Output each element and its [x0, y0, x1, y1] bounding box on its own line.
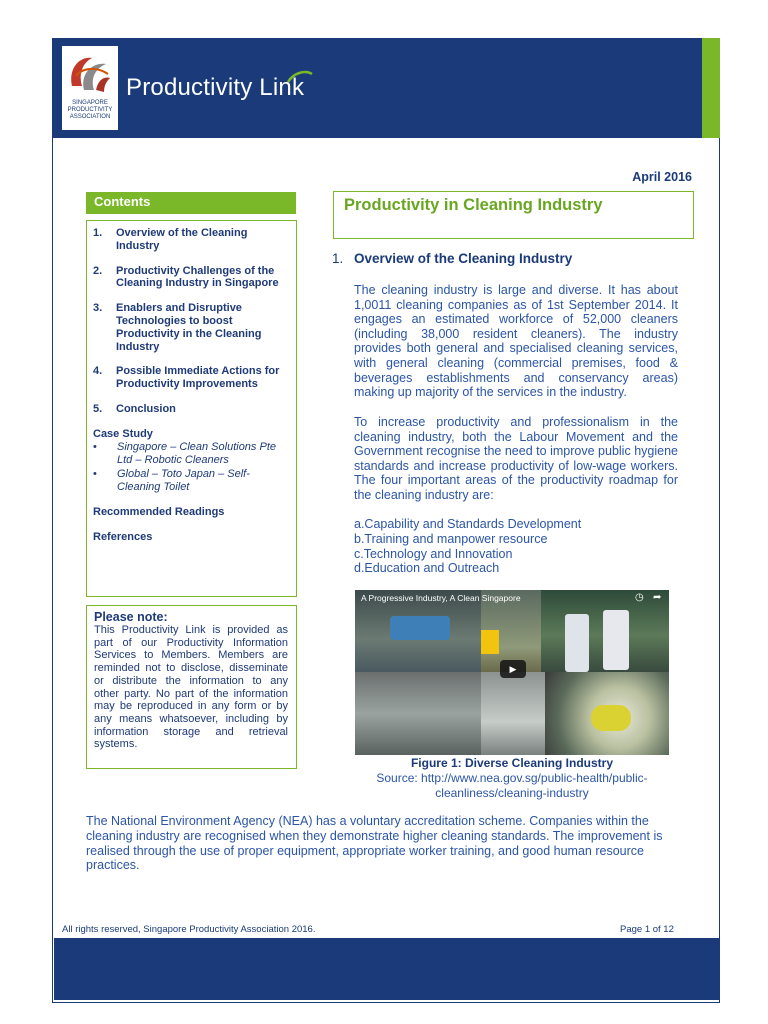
header-accent-bar	[702, 38, 720, 138]
video-frame-image	[481, 672, 545, 755]
paragraph: The cleaning industry is large and diverse. It has about 1,0011 cleaning companies as of 1st September 2014. It engages an estimated workforce of 52,000 cleaners (including 38,000 resident cleaners). The industry provides both general and specialised cleaning services, with general cleaning (commercial premises, food & beverages establishments and conservancy areas) making up majority of the services in the industry.	[354, 283, 678, 400]
toc-label: Overview of the Cleaning Industry	[116, 227, 248, 252]
video-scrubber-machine	[390, 616, 450, 640]
paragraph: To increase productivity and professionalism in the cleaning industry, both the Labour Movement and the Government recognise the need to improve public hygiene standards and increase productivity of low-wage workers. The four important areas of the productivity roadmap for the cleaning industry are:	[354, 415, 678, 502]
note-box	[86, 605, 297, 769]
video-person-shirt	[565, 614, 589, 672]
case-study-title: Case Study	[93, 427, 153, 440]
video-frame-image	[355, 672, 481, 755]
roadmap-list	[354, 517, 581, 576]
toc-label: Possible Immediate Actions for Productivity Improvements	[116, 365, 280, 391]
toc-item[interactable]	[93, 265, 288, 291]
video-person-shirt	[603, 610, 629, 670]
section-heading	[332, 251, 572, 266]
bullet-icon: •	[93, 468, 97, 481]
case-study-label: Global – Toto Japan – Self-Cleaning Toilet	[117, 468, 250, 494]
section-title: Overview of the Cleaning Industry	[354, 251, 573, 266]
case-study-label: Singapore – Clean Solutions Pte Ltd – Robotic Cleaners	[117, 440, 276, 466]
roadmap-item: a.Capability and Standards Development	[354, 517, 582, 531]
watch-later-icon[interactable]: ◷	[635, 592, 644, 603]
bullet-icon: •	[93, 440, 97, 453]
contents-box	[86, 220, 297, 597]
case-study-list	[93, 441, 288, 494]
section-number: 1.	[332, 251, 344, 266]
footer-band	[54, 938, 720, 1000]
footer-copyright: All rights reserved, Singapore Productivity Association 2016.	[62, 924, 316, 935]
toc-item[interactable]	[93, 302, 288, 353]
figure-source[interactable]: Source: http://www.nea.gov.sg/public-health/public-cleanliness/cleaning-industry	[376, 771, 648, 800]
brand-title: Productivity Link	[126, 74, 305, 101]
toc-number: 1.	[93, 227, 103, 239]
roadmap-item: b.Training and manpower resource	[354, 531, 548, 546]
figure-caption: Figure 1: Diverse Cleaning Industry	[410, 756, 614, 770]
footer-page-number: Page 1 of 12	[620, 924, 674, 935]
article-title-box	[333, 191, 694, 239]
video-wet-floor-sign	[481, 630, 499, 654]
note-body: This Productivity Link is provided as part of our Productivity Information Services to Members. Members are reminded not to disclose, disseminate or distribute the information to any other party. No part of the information may be reproduced in any form or by any means whatsoever, including by information storage and retrieval systems.	[94, 624, 288, 751]
case-study-item[interactable]	[93, 441, 288, 467]
roadmap-item: d.Education and Outreach	[354, 561, 500, 576]
toc-number: 5.	[93, 402, 103, 415]
case-study-item[interactable]	[93, 468, 288, 494]
play-button-icon[interactable]: ▶	[500, 660, 526, 678]
video-yellow-glove	[591, 705, 631, 731]
video-title: A Progressive Industry, A Clean Singapore	[361, 593, 521, 603]
toc-item[interactable]	[93, 403, 288, 416]
contents-header: Contents	[86, 192, 296, 214]
brand-arc-icon	[286, 68, 314, 84]
toc-references[interactable]: References	[93, 530, 153, 543]
toc-item[interactable]	[93, 365, 288, 391]
article-title: Productivity in Cleaning Industry	[344, 196, 603, 214]
toc-item[interactable]	[93, 227, 288, 253]
share-icon[interactable]: ➦	[653, 592, 662, 603]
note-title: Please note:	[94, 610, 168, 624]
toc-label: Productivity Challenges of the Cleaning Industry in Singapore	[116, 264, 279, 290]
roadmap-item: c.Technology and Innovation	[354, 546, 513, 561]
spa-logo-icon	[62, 46, 118, 102]
toc-number: 3.	[93, 302, 103, 315]
toc-label: Enablers and Disruptive Technologies to boost Productivity in the Cleaning Industry	[116, 302, 262, 353]
toc-number: 4.	[93, 365, 103, 378]
toc-label: Conclusion	[116, 402, 176, 415]
toc-number: 2.	[93, 264, 103, 277]
logo-caption: SINGAPORE PRODUCTIVITY ASSOCIATION	[67, 100, 113, 120]
paragraph: The National Environment Agency (NEA) has a voluntary accreditation scheme. Companies within the cleaning industry are recognised when they demonstrate higher cleaning standards. The improvement is realised through the use of proper equipment, appropriate worker training, and good human resource practices.	[86, 814, 663, 873]
issue-date: April 2016	[632, 170, 692, 184]
toc-recommended-readings[interactable]: Recommended Readings	[93, 505, 225, 518]
